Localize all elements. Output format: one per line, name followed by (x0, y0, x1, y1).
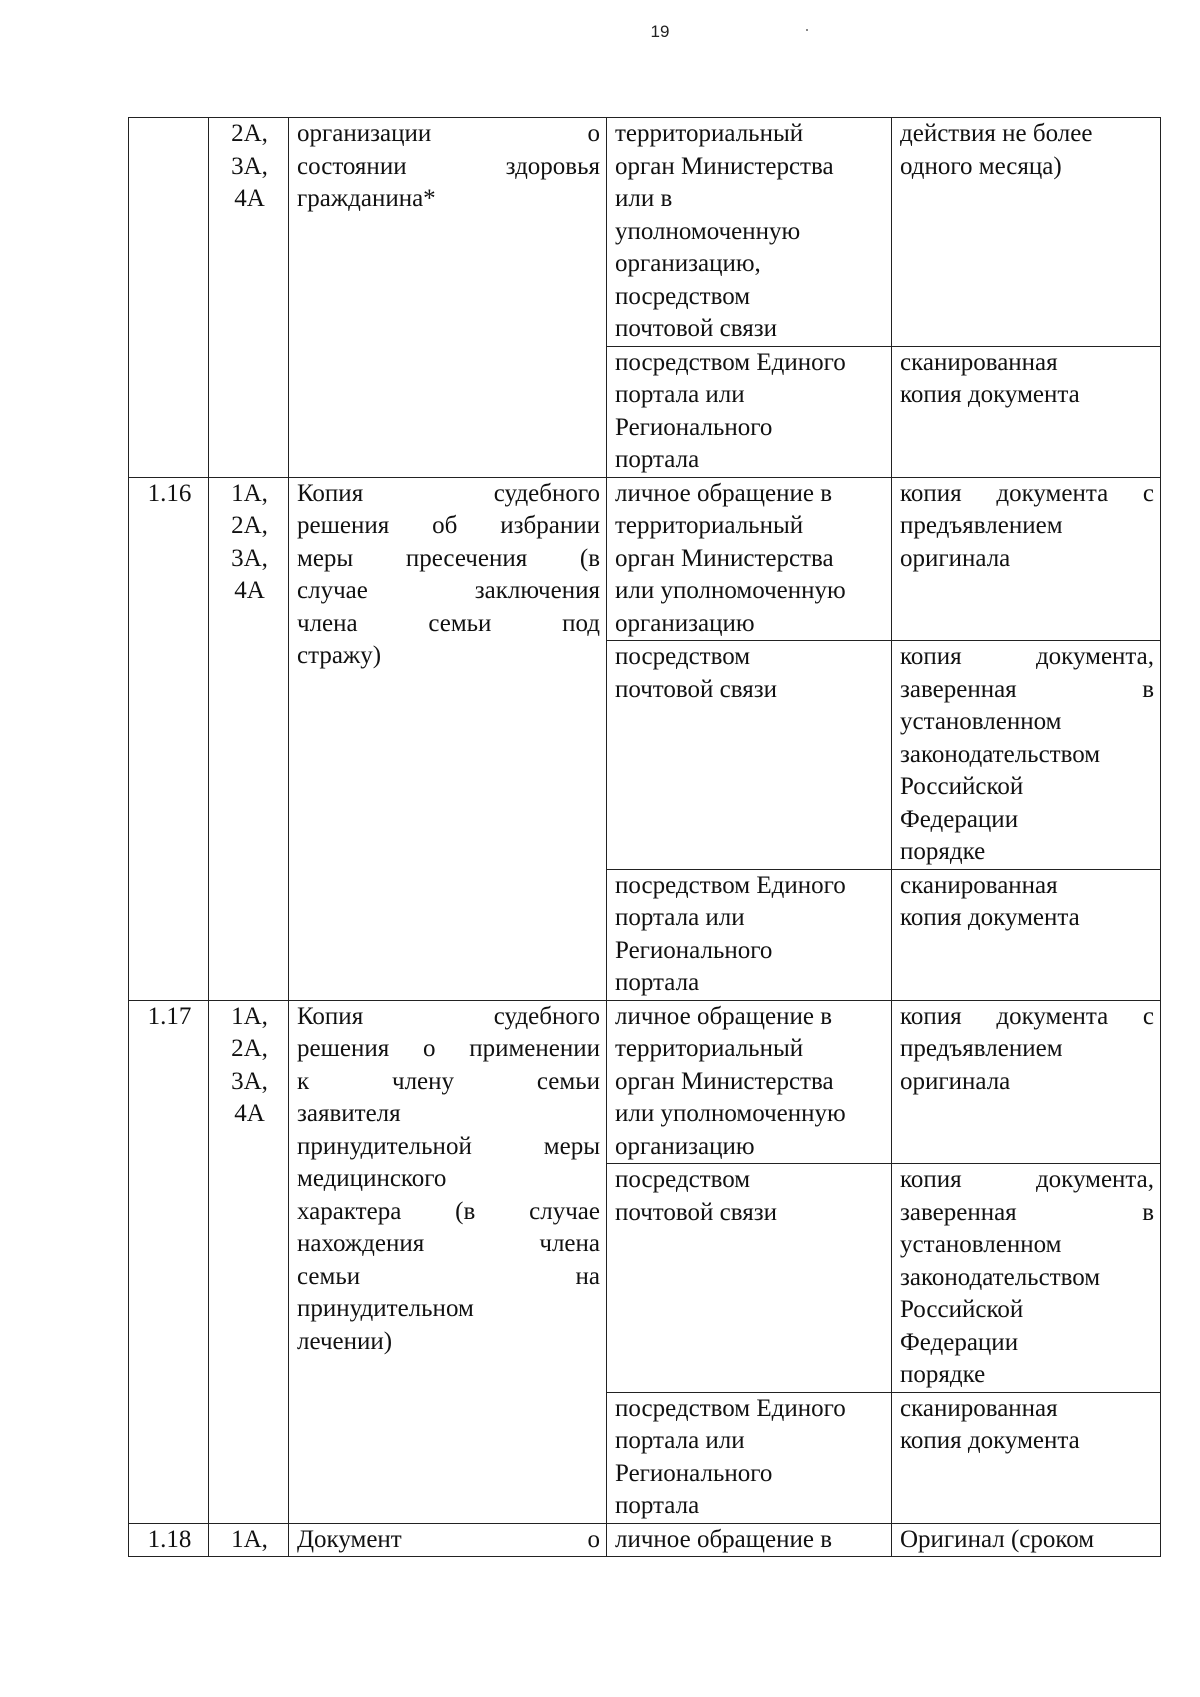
scan-speck (806, 29, 808, 31)
document-form-cell (892, 118, 1161, 347)
submission-method-line: орган Министерства (615, 544, 834, 572)
document-name-line: Копия судебного (297, 479, 600, 507)
document-form-line: установленном (900, 708, 1062, 735)
submission-method-line: личное обращение в (615, 1525, 833, 1553)
document-name-line: гражданина* (297, 185, 436, 212)
submission-method-line: посредством (615, 282, 751, 310)
submission-method-line: портала (615, 969, 700, 996)
document-form-cell (892, 1164, 1161, 1393)
submission-method-line: уполномоченную (615, 217, 801, 245)
submission-method-line: личное обращение в (615, 1002, 833, 1030)
submission-method-line: портала (615, 446, 700, 473)
category-cell (209, 118, 289, 478)
document-form-line: законодательством (900, 1263, 1101, 1291)
document-name-line: медицинского (297, 1165, 447, 1192)
submission-method-line: территориальный (615, 120, 804, 147)
document-name-line: принудительном (297, 1295, 474, 1322)
document-name-line: к члену семьи (297, 1067, 600, 1095)
document-form-line: Федерации (900, 1328, 1019, 1356)
submission-method-cell (607, 1000, 892, 1164)
row-number-cell (129, 1523, 209, 1557)
document-form-line: оригинала (900, 544, 1011, 572)
document-name-line: принудительной меры (297, 1132, 600, 1160)
submission-method-line: посредством Единого (615, 1394, 846, 1422)
document-name-line: лечении) (297, 1327, 393, 1355)
document-form-line: копия документа, (900, 1166, 1154, 1193)
submission-method-line: территориальный (615, 512, 804, 539)
document-form-line: копия документа с (900, 479, 1154, 507)
document-name-line: члена семьи под (297, 609, 600, 637)
row-number-cell (129, 1000, 209, 1523)
page-number: 19 (650, 22, 670, 41)
document-form-cell (892, 641, 1161, 870)
submission-method-cell (607, 1523, 892, 1557)
submission-method-line: почтовой связи (615, 675, 777, 703)
document-form-line: сканированная (900, 1394, 1058, 1422)
document-form-line: предъявлением (900, 1035, 1063, 1062)
document-name-line: характера (в случае (297, 1197, 600, 1225)
submission-method-line: посредством Единого (615, 348, 846, 376)
row-number-cell (129, 118, 209, 478)
document-name-line: организации о (297, 120, 600, 147)
document-form-line: Оригинал (сроком (900, 1525, 1095, 1553)
document-form-line: оригинала (900, 1067, 1011, 1095)
category-line: 4А (234, 577, 265, 604)
document-name-line: стражу) (297, 642, 382, 669)
document-form-cell (892, 869, 1161, 1000)
submission-method-line: или уполномоченную (615, 577, 846, 604)
document-name-line: меры пресечения (в (297, 544, 600, 572)
row-number-cell (129, 477, 209, 1000)
submission-method-line: портала (615, 1492, 700, 1519)
document-form-cell (892, 1392, 1161, 1523)
document-form-line: Российской (900, 773, 1024, 800)
table-row (129, 1000, 1161, 1164)
category-line: 2А, (231, 120, 268, 147)
category-cell (209, 1523, 289, 1557)
submission-method-cell (607, 641, 892, 870)
submission-method-cell (607, 346, 892, 477)
submission-method-cell (607, 1164, 892, 1393)
documents-table (128, 117, 1161, 1557)
document-form-line: заверенная в (900, 675, 1154, 703)
category-cell (209, 1000, 289, 1523)
submission-method-line: или уполномоченную (615, 1100, 846, 1127)
category-line: 1А, (231, 1002, 268, 1030)
document-form-line: установленном (900, 1231, 1062, 1258)
document-name-cell (289, 118, 607, 478)
document-form-line: заверенная в (900, 1198, 1154, 1226)
document-name-cell (289, 1000, 607, 1523)
submission-method-line: территориальный (615, 1035, 804, 1062)
submission-method-cell (607, 118, 892, 347)
category-line: 3А, (231, 152, 268, 180)
document-form-cell (892, 477, 1161, 641)
document-form-line: Федерации (900, 805, 1019, 833)
submission-method-line: организацию, (615, 250, 761, 277)
category-line: 4А (234, 1100, 265, 1127)
document-form-line: порядке (900, 838, 986, 865)
document-name-line: семьи на (297, 1262, 600, 1290)
row-number: 1.18 (147, 1525, 192, 1553)
submission-method-line: почтовой связи (615, 1198, 777, 1226)
submission-method-cell (607, 477, 892, 641)
submission-method-line: орган Министерства (615, 152, 834, 180)
submission-method-line: личное обращение в (615, 479, 833, 507)
document-form-cell (892, 1523, 1161, 1557)
row-number: 1.16 (147, 479, 192, 507)
document-form-line: предъявлением (900, 512, 1063, 539)
submission-method-cell (607, 869, 892, 1000)
document-name-cell (289, 1523, 607, 1557)
submission-method-line: организацию (615, 609, 755, 637)
submission-method-line: портала или (615, 904, 745, 931)
document-form-line: одного месяца) (900, 152, 1062, 180)
submission-method-line: или в (615, 185, 673, 212)
document-name-cell (289, 477, 607, 1000)
document-form-line: действия не более (900, 120, 1093, 147)
submission-method-line: Регионального (615, 413, 773, 441)
category-line: 2А, (231, 1035, 268, 1062)
document-name-line: случае заключения (297, 577, 600, 604)
document-form-line: копия документа (900, 381, 1080, 408)
submission-method-line: посредством (615, 643, 751, 670)
row-number: 1.17 (147, 1002, 192, 1030)
document-form-line: копия документа, (900, 643, 1154, 670)
table-row (129, 477, 1161, 641)
category-line: 1А, (231, 1525, 268, 1553)
category-line: 3А, (231, 544, 268, 572)
submission-method-line: организацию (615, 1132, 755, 1160)
document-form-line: сканированная (900, 871, 1058, 899)
submission-method-line: Регионального (615, 1459, 773, 1487)
submission-method-line: Регионального (615, 936, 773, 964)
document-name-line: решения о применении (297, 1035, 600, 1062)
submission-method-line: почтовой связи (615, 315, 777, 342)
category-line: 4А (234, 185, 265, 212)
document-name-line: нахождения члена (297, 1230, 600, 1257)
table-row (129, 118, 1161, 347)
category-line: 2А, (231, 512, 268, 539)
submission-method-line: посредством Единого (615, 871, 846, 899)
document-form-line: сканированная (900, 348, 1058, 376)
document-form-line: копия документа (900, 904, 1080, 931)
table-row (129, 1523, 1161, 1557)
document-form-cell (892, 346, 1161, 477)
document-name-line: состоянии здоровья (297, 152, 600, 180)
document-name-line: Копия судебного (297, 1002, 600, 1030)
category-cell (209, 477, 289, 1000)
document-form-line: копия документа с (900, 1002, 1154, 1030)
document-form-line: порядке (900, 1361, 986, 1388)
category-line: 3А, (231, 1067, 268, 1095)
document-form-cell (892, 1000, 1161, 1164)
submission-method-line: орган Министерства (615, 1067, 834, 1095)
document-name-line: заявителя (297, 1100, 401, 1127)
submission-method-cell (607, 1392, 892, 1523)
submission-method-line: посредством (615, 1166, 751, 1193)
document-name-line: решения об избрании (297, 512, 600, 539)
category-line: 1А, (231, 479, 268, 507)
document-name-line: Документ о (297, 1525, 600, 1553)
submission-method-line: портала или (615, 381, 745, 408)
submission-method-line: портала или (615, 1427, 745, 1454)
document-form-line: законодательством (900, 740, 1101, 768)
document-form-line: копия документа (900, 1427, 1080, 1454)
document-form-line: Российской (900, 1296, 1024, 1323)
